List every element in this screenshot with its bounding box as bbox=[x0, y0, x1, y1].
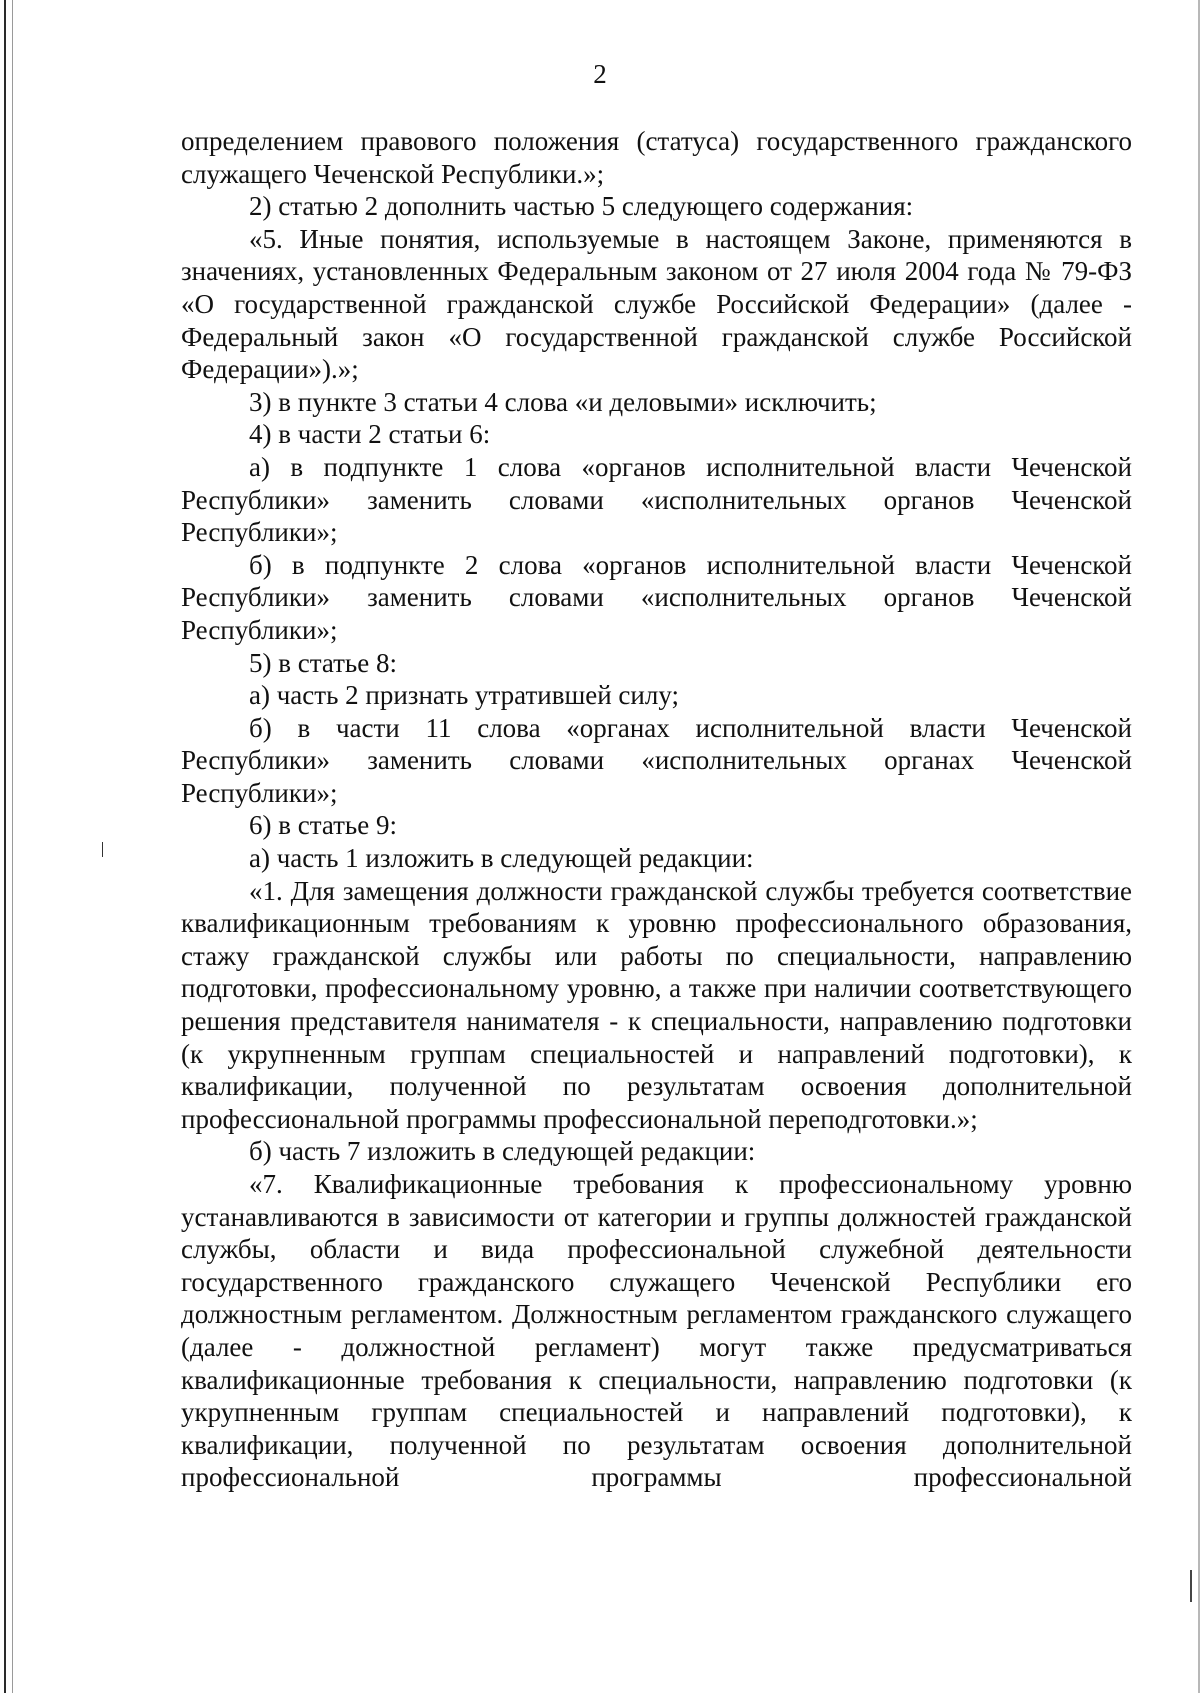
paragraph-quote-1: «1. Для замещения должности гражданской службы требуется соответствие квалификационным требованиям к уровню профессионального образования, стажу гражданской службы или работы по специальности, направлению подготовки, профессиональному уровню, а также при наличии соответствующего решения представителя нанимателя - к специальности, направлению подготовки (к укрупненным группам специальностей и направлений подготовки), к квалификации, полученной по результатам освоения дополнительной профессиональной программы профессиональной переподготовки.»; bbox=[181, 875, 1132, 1134]
scan-mark bbox=[102, 842, 103, 857]
paragraph-item-6b: б) часть 7 изложить в следующей редакции: bbox=[249, 1136, 756, 1167]
paragraph-item-6: 6) в статье 9: bbox=[249, 810, 397, 841]
scan-edge-left bbox=[4, 0, 6, 1693]
page-number: 2 bbox=[593, 59, 607, 89]
paragraph-item-5: 5) в статье 8: bbox=[249, 647, 397, 678]
paragraph-item-4b: б) в подпункте 2 слова «органов исполнительной власти Чеченской Республики» заменить словами «исполнительных органов Чеченской Республики»; bbox=[181, 549, 1132, 645]
paragraph-quote-7: «7. Квалификационные требования к профессиональному уровню устанавливаются в зависимости от категории и группы должностей гражданской службы, области и вида профессиональной служебной деятельности государственного гражданского служащего Чеченской Республики его должностным регламентом. Должностным регламентом гражданского служащего (далее - должностной регламент) могут также предусматриваться квалификационные требования к специальности, направлению подготовки (к укрупненным группам специальностей и направлений подготовки), к квалификации, полученной по результатам освоения дополнительной профессиональной программы профессиональной bbox=[181, 1169, 1132, 1493]
paragraph-item-6a: а) часть 1 изложить в следующей редакции: bbox=[249, 843, 754, 874]
paragraph-continuation: определением правового положения (статуса) государственного гражданского служащего Чеченской Республики.»; bbox=[181, 126, 1132, 189]
paragraph-item-2: 2) статью 2 дополнить частью 5 следующего содержания: bbox=[249, 191, 914, 222]
paragraph-item-4: 4) в части 2 статьи 6: bbox=[249, 419, 491, 450]
document-body bbox=[181, 125, 1132, 1494]
paragraph-quote-5: «5. Иные понятия, используемые в настоящем Законе, применяются в значениях, установленных Федеральным законом от 27 июля 2004 года № 79-ФЗ «О государственной гражданской службе Российской Федерации» (далее - Федеральный закон «О государственной гражданской службе Российской Федерации»).»; bbox=[181, 223, 1132, 385]
paragraph-item-3: 3) в пункте 3 статьи 4 слова «и деловыми» исключить; bbox=[249, 386, 877, 417]
paragraph-item-5b: б) в части 11 слова «органах исполнительной власти Чеченской Республики» заменить словами «исполнительных органах Чеченской Республики»; bbox=[181, 712, 1132, 808]
scan-edge-left-secondary bbox=[12, 0, 13, 1693]
paragraph-item-4a: а) в подпункте 1 слова «органов исполнительной власти Чеченской Республики» заменить словами «исполнительных органов Чеченской Республики»; bbox=[181, 451, 1132, 548]
scan-mark-right bbox=[1190, 1570, 1192, 1602]
paragraph-item-5a: а) часть 2 признать утратившей силу; bbox=[249, 680, 679, 711]
